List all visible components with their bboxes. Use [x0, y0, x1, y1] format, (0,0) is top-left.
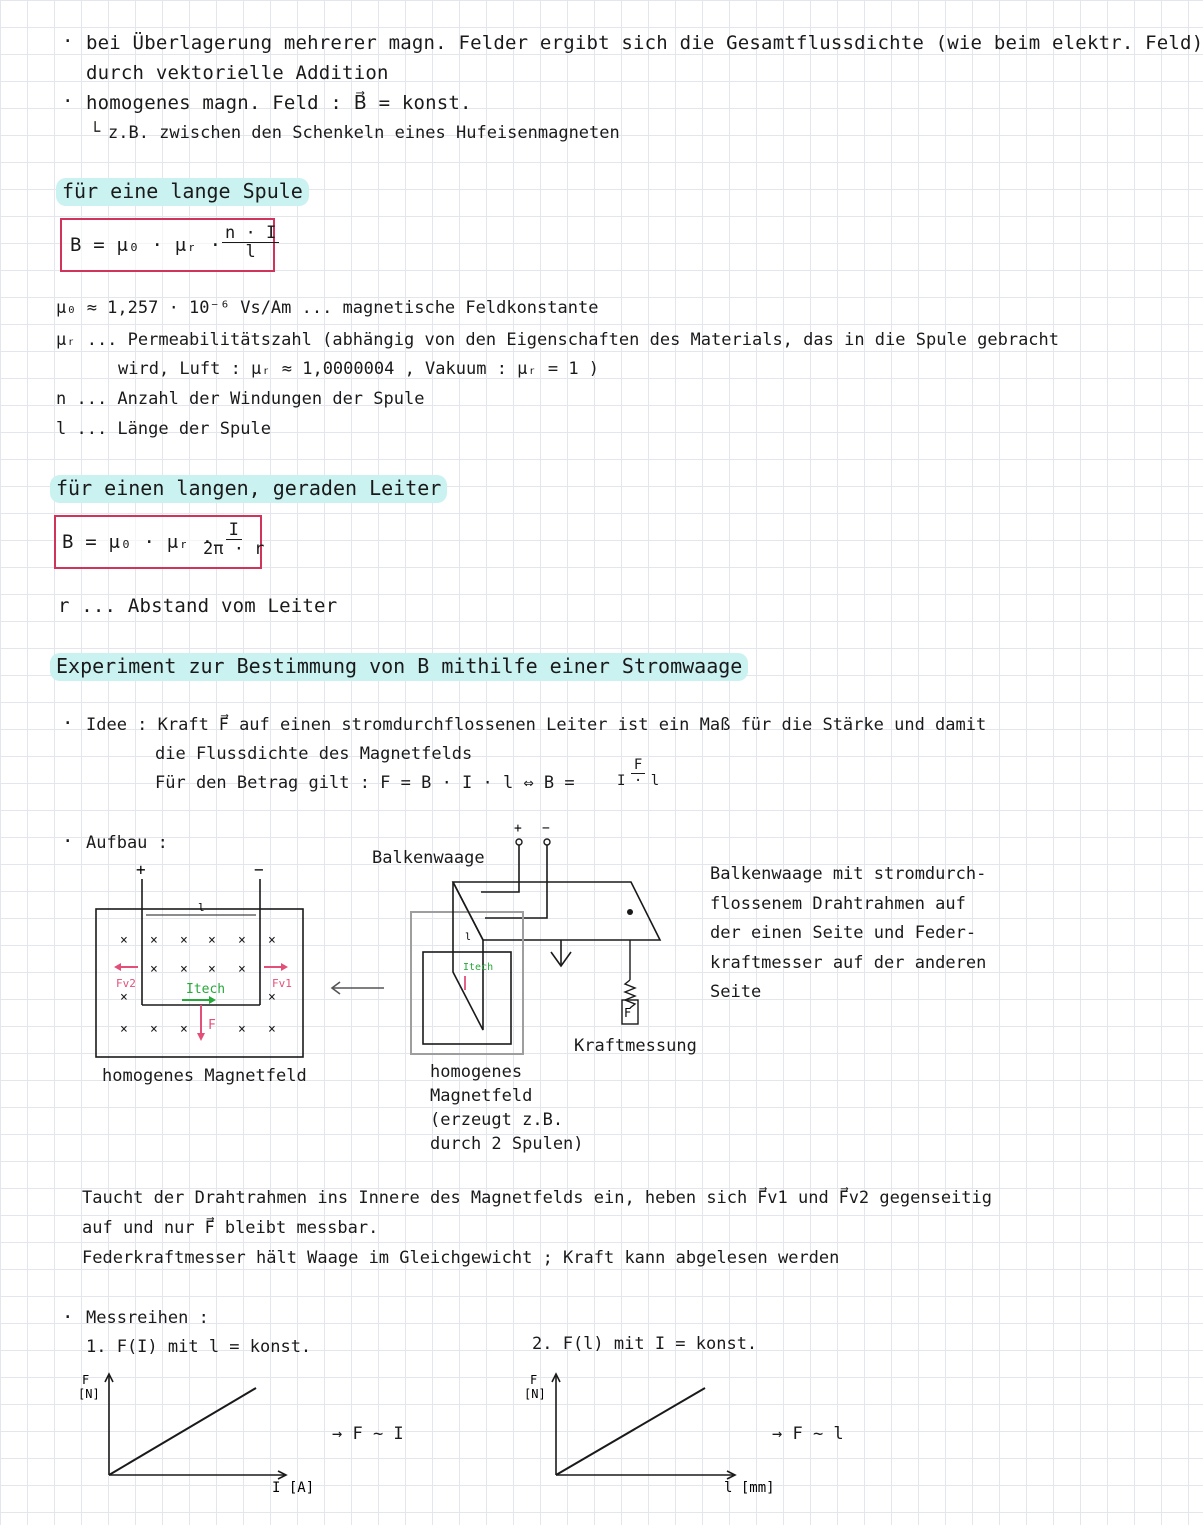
left-arrow-icon: [328, 978, 388, 998]
svg-text:×: ×: [180, 933, 188, 948]
bullet-dot: ·: [62, 712, 74, 734]
balance-plus: +: [514, 821, 522, 836]
wire-formula-box: [54, 515, 265, 569]
conclusion-line-3: Federkraftmesser hält Waage im Gleichgewicht ; Kraft kann abgelesen werden: [82, 1248, 840, 1268]
bullet-dot: ·: [62, 90, 74, 112]
svg-text:×: ×: [150, 933, 158, 948]
graph-2-line: [556, 1388, 705, 1475]
graph-2-y-unit: [N]: [524, 1387, 546, 1401]
balance-description-5: Seite: [710, 982, 762, 1002]
force-v2-arrowhead: [114, 963, 121, 971]
plus-terminal: +: [136, 860, 146, 879]
wire-frame: [453, 882, 483, 1030]
intro-line-1: bei Überlagerung mehrerer magn. Felder ergibt sich die Gesamtflussdichte (wie beim elektr. Feld): [86, 32, 1203, 54]
force-v2-label: Fv2: [116, 977, 136, 990]
balance-description-1: Balkenwaage mit stromdurch-: [710, 864, 987, 884]
force-v1-arrowhead: [281, 963, 288, 971]
idea-line-2: die Flussdichte des Magnetfelds: [155, 744, 473, 764]
wire-formula-numerator: I: [226, 521, 242, 540]
svg-text:×: ×: [268, 1022, 276, 1037]
def-mur-1: μᵣ ... Permeabilitätszahl (abhängig von den Eigenschaften des Materials, das in die Spule gebracht: [56, 330, 1060, 350]
current-balance-diagram: [405, 820, 695, 1060]
bullet-dot: ·: [62, 830, 74, 852]
def-mu0: μ₀ ≈ 1,257 · 10⁻⁶ Vs/Am ... magnetische Feldkonstante: [56, 298, 599, 318]
graph-1-y-label: F: [82, 1373, 90, 1387]
svg-text:×: ×: [268, 933, 276, 948]
svg-text:×: ×: [268, 990, 276, 1005]
spring-icon: [625, 980, 635, 1008]
balance-description: [710, 860, 986, 1008]
idea-fraction-numerator: F: [631, 758, 645, 774]
length-label: l: [198, 901, 205, 914]
graph-2-y-label: F: [530, 1373, 538, 1387]
svg-text:×: ×: [208, 962, 216, 977]
intro-line-3: homogenes magn. Feld : B⃗ = konst.: [86, 92, 472, 114]
balance-field-note-2: Magnetfeld: [430, 1086, 533, 1106]
terminal-minus: [544, 839, 550, 845]
coil-formula-fraction: [222, 224, 279, 261]
balance-field-note-4: durch 2 Spulen): [430, 1134, 584, 1154]
result-2: → F ~ l: [772, 1424, 844, 1444]
svg-text:×: ×: [150, 962, 158, 977]
def-r: r ... Abstand vom Leiter: [58, 595, 338, 617]
minus-terminal: −: [254, 860, 264, 879]
idea-fraction-denominator: I · l: [617, 773, 660, 789]
force-arrowhead: [197, 1033, 205, 1041]
balance-description-4: kraftmesser auf der anderen: [710, 952, 987, 973]
conclusion-line-1: Taucht der Drahtrahmen ins Innere des Magnetfelds ein, heben sich F⃗v1 und F⃗v2 gegenseitig: [82, 1188, 992, 1208]
wire-formula-fraction: [200, 521, 267, 558]
force-label: F: [208, 1018, 216, 1033]
series-2-title: 2. F(l) mit I = konst.: [532, 1334, 758, 1354]
graph-1-y-unit: [N]: [78, 1387, 100, 1401]
setup-label: Aufbau :: [86, 833, 168, 853]
graph-2-x-label: l [mm]: [724, 1480, 775, 1496]
field-frame-diagram: [90, 855, 315, 1065]
frame-current-label: Itech: [463, 962, 494, 973]
svg-text:×: ×: [238, 1022, 246, 1037]
svg-text:×: ×: [208, 933, 216, 948]
coil-formula-numerator: n · I: [222, 224, 279, 243]
balance-description-2: flossenem Drahtrahmen auf: [710, 893, 966, 914]
balance-description-3: der einen Seite und Feder-: [710, 923, 977, 943]
lead-wire-plus: [481, 845, 519, 892]
force-meter-label: F: [624, 1006, 632, 1020]
intro-line-4: z.B. zwischen den Schenkeln eines Hufeisenmagneten: [108, 123, 620, 143]
wire-heading: für einen langen, geraden Leiter: [50, 475, 447, 503]
result-1: → F ~ I: [332, 1424, 404, 1444]
graph-1-x-label: I [A]: [272, 1480, 315, 1496]
svg-text:×: ×: [238, 962, 246, 977]
intro-line-2: durch vektorielle Addition: [86, 62, 389, 84]
svg-text:×: ×: [238, 933, 246, 948]
experiment-heading: Experiment zur Bestimmung von B mithilfe einer Stromwaage: [50, 653, 748, 681]
idea-line-1: Idee : Kraft F⃗ auf einen stromdurchflossenen Leiter ist ein Maß für die Stärke und damit: [86, 715, 987, 735]
coil-heading: für eine lange Spule: [56, 178, 309, 206]
svg-text:×: ×: [120, 1022, 128, 1037]
current-arrowhead: [209, 996, 216, 1004]
current-label: Itech: [186, 982, 226, 997]
balance-field-note: [430, 1060, 584, 1156]
coil-formula-box: [60, 218, 275, 272]
bullet-dot: ·: [62, 30, 74, 52]
terminal-plus: [516, 839, 522, 845]
conclusion-line-2: auf und nur F⃗ bleibt messbar.: [82, 1218, 379, 1238]
svg-text:×: ×: [150, 1022, 158, 1037]
force-v1-label: Fv1: [272, 977, 292, 990]
balance-minus: −: [542, 821, 550, 836]
balance-label: Balkenwaage: [372, 848, 485, 868]
graph-f-vs-l: [520, 1368, 790, 1498]
def-l: l ... Länge der Spule: [56, 419, 271, 439]
measurements-heading: Messreihen :: [86, 1308, 209, 1328]
idea-line-3: Für den Betrag gilt : F = B · I · l ⇔ B =: [155, 773, 575, 793]
bullet-dot: ·: [62, 1306, 74, 1328]
svg-text:×: ×: [120, 933, 128, 948]
def-mur-2: wird, Luft : μᵣ ≈ 1,0000004 , Vakuum : μᵣ = 1 ): [118, 359, 600, 379]
svg-text:×: ×: [120, 990, 128, 1005]
graph-1-line: [109, 1388, 256, 1475]
balance-field-note-1: homogenes: [430, 1062, 523, 1082]
frame-length-label: l: [465, 932, 472, 943]
force-measure-label: Kraftmessung: [574, 1036, 697, 1056]
svg-text:×: ×: [180, 962, 188, 977]
graph-f-vs-i: [76, 1368, 326, 1498]
field-label: homogenes Magnetfeld: [102, 1066, 307, 1086]
series-1-title: 1. F(I) mit l = konst.: [86, 1337, 312, 1357]
wire-formula-lhs: B = μ₀ · μᵣ ·: [62, 531, 214, 553]
idea-fraction: [614, 758, 662, 789]
pivot-dot: [627, 909, 633, 915]
corner-arrow-icon: └: [90, 122, 101, 142]
wire-formula-denominator: 2π · r: [203, 539, 265, 559]
coil-formula-denominator: l: [245, 242, 256, 262]
coil-formula-lhs: B = μ₀ · μᵣ ·: [70, 234, 222, 256]
def-n: n ... Anzahl der Windungen der Spule: [56, 389, 425, 409]
balance-field-note-3: (erzeugt z.B.: [430, 1110, 564, 1130]
svg-text:×: ×: [180, 1022, 188, 1037]
